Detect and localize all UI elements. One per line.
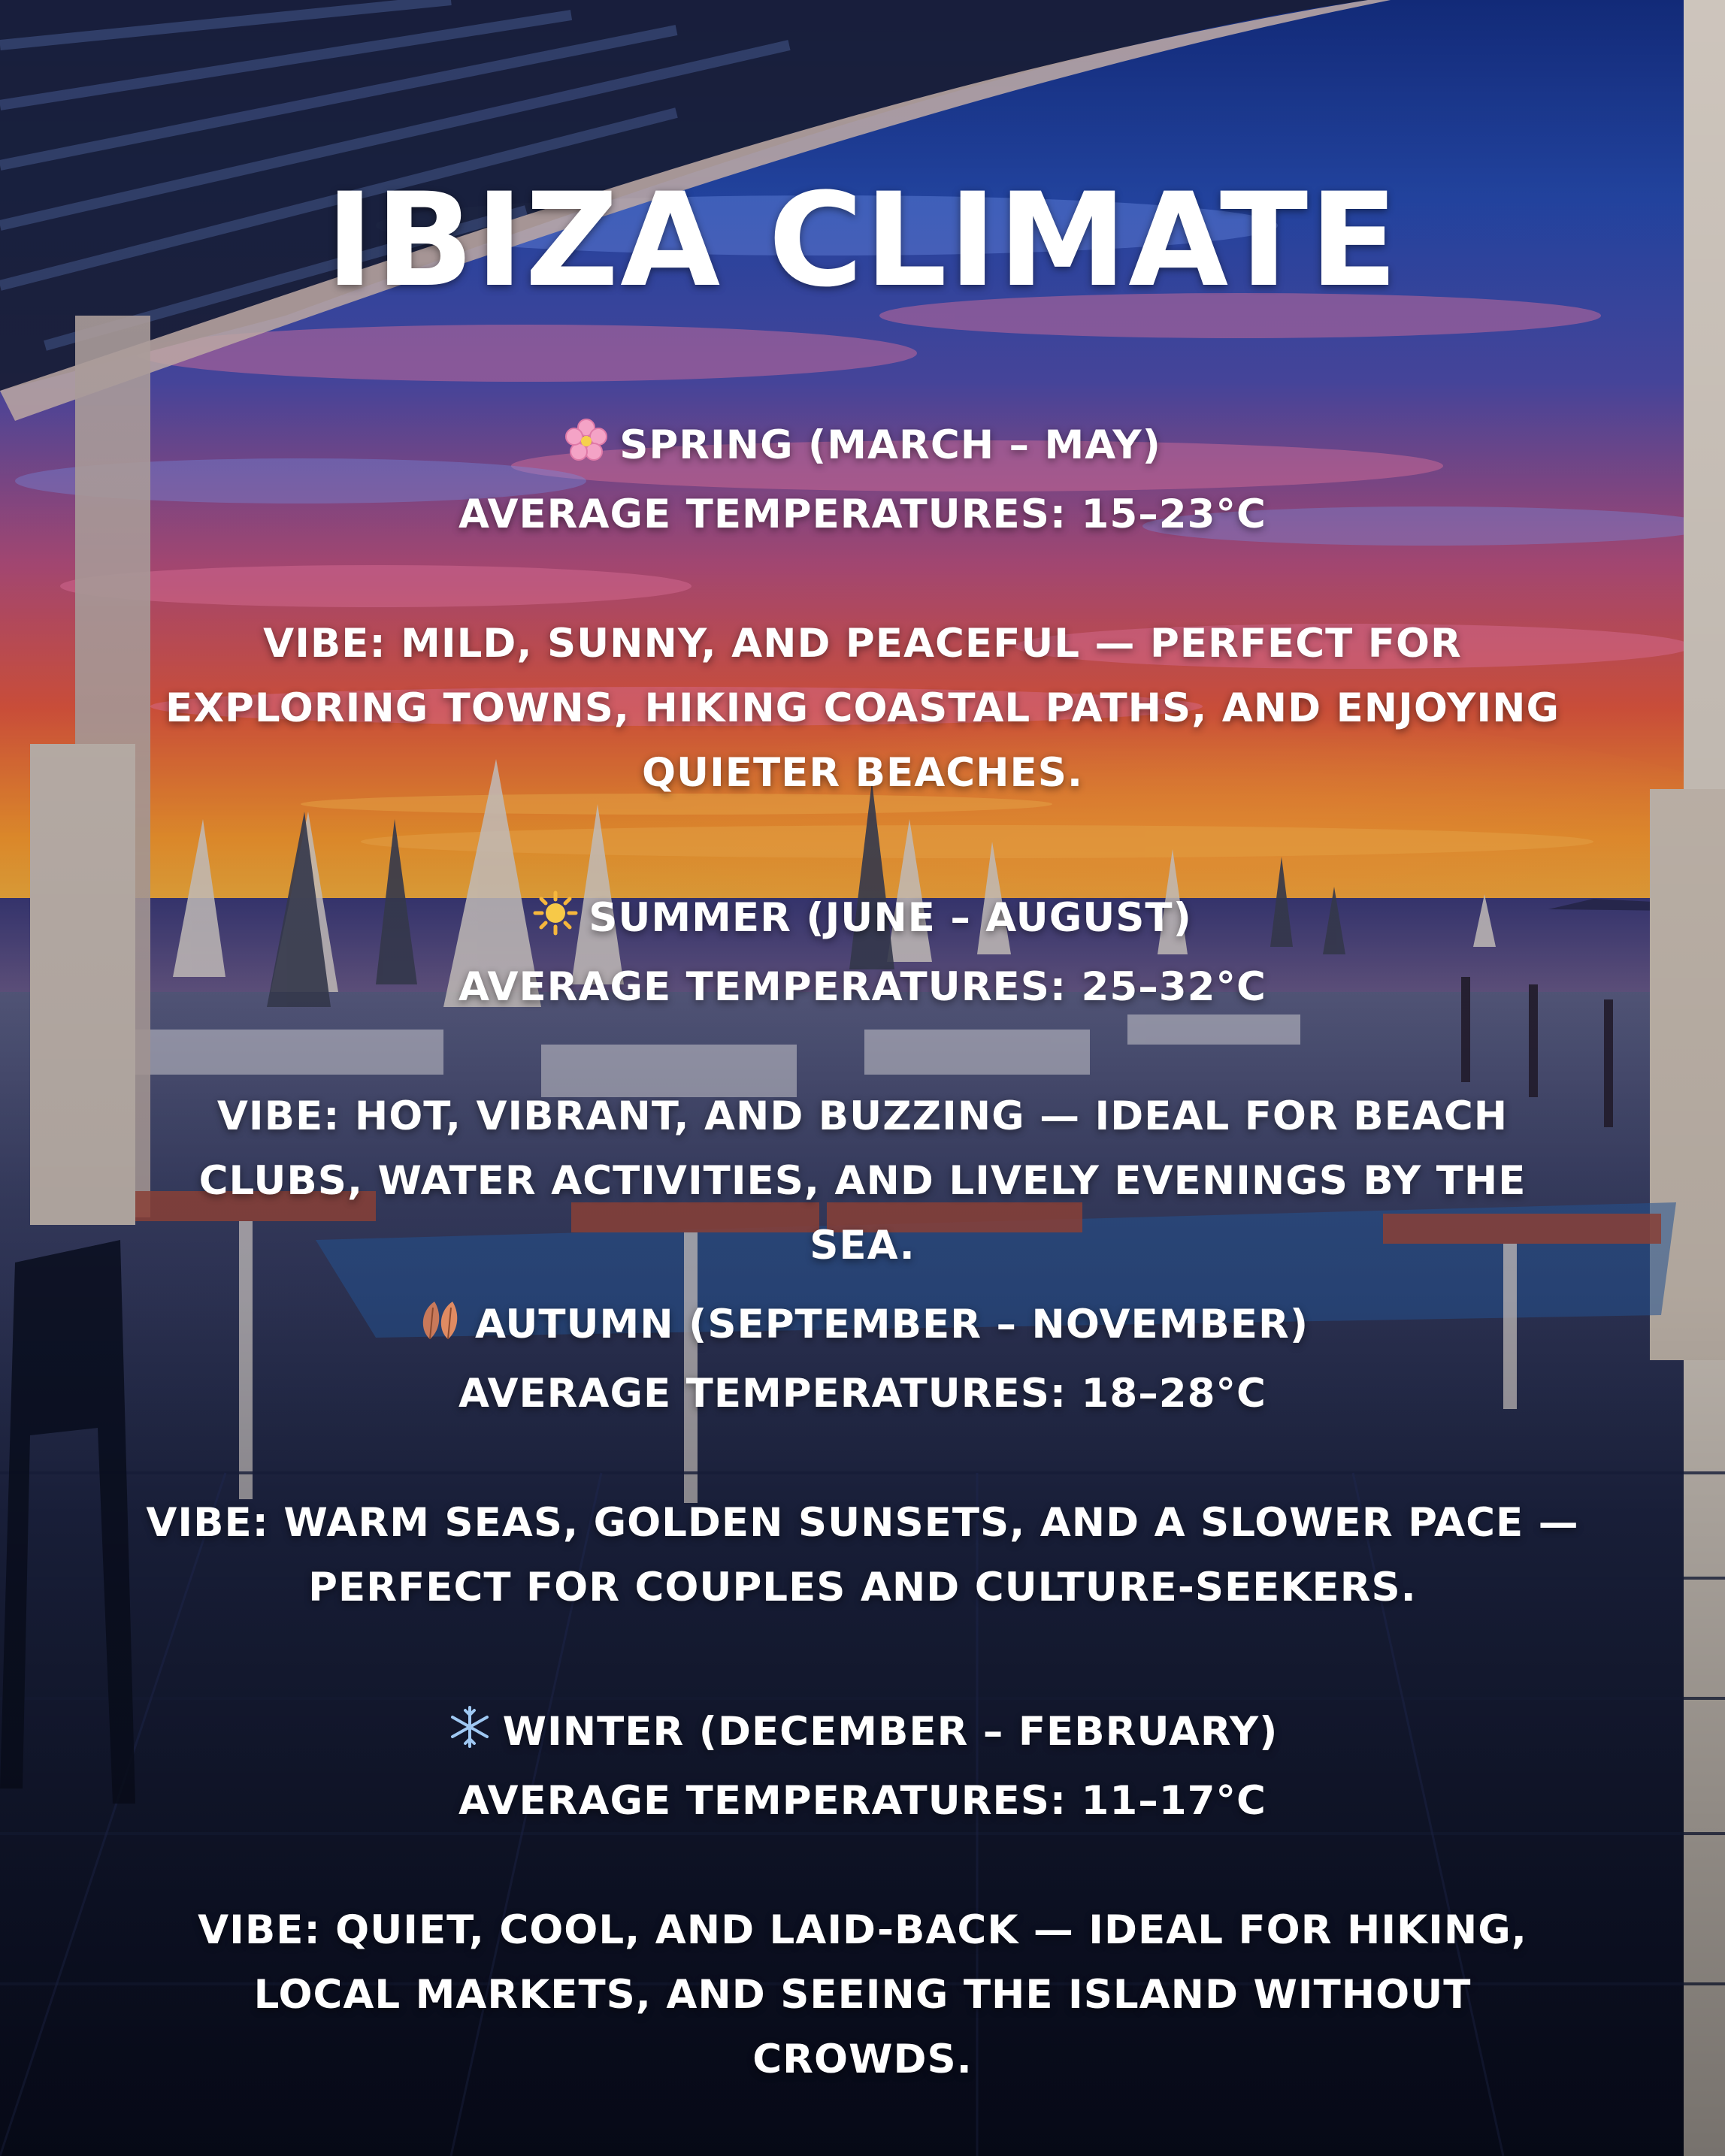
season-heading-text: SPRING (MARCH – MAY)	[619, 422, 1161, 468]
season-heading	[90, 1293, 1635, 1362]
season-heading	[90, 413, 1635, 482]
season-vibe: VIBE: WARM SEAS, GOLDEN SUNSETS, AND A SLOWER PACE — PERFECT FOR COUPLES AND CULTURE-SEEKERS.	[146, 1500, 1579, 1610]
season-temperatures: AVERAGE TEMPERATURES: 15–23°C	[458, 491, 1267, 537]
page-title: IBIZA CLIMATE	[325, 165, 1400, 316]
season-heading-text: SUMMER (JUNE – AUGUST)	[589, 895, 1192, 941]
season-vibe: VIBE: HOT, VIBRANT, AND BUZZING — IDEAL FOR BEACH CLUBS, WATER ACTIVITIES, AND LIVELY EVENINGS BY THE SEA.	[198, 1093, 1527, 1269]
season-heading-text: WINTER (DECEMBER – FEBRUARY)	[502, 1709, 1279, 1755]
season-winter	[90, 1700, 1635, 2092]
season-vibe: VIBE: MILD, SUNNY, AND PEACEFUL — PERFECT FOR EXPLORING TOWNS, HIKING COASTAL PATHS, AND ENJOYING QUIETER BEACHES.	[165, 621, 1560, 796]
autumn-leaves-icon	[416, 1297, 465, 1362]
season-summer	[90, 886, 1635, 1278]
season-autumn	[90, 1293, 1635, 1620]
season-temperatures: AVERAGE TEMPERATURES: 11–17°C	[458, 1778, 1267, 1824]
sun-icon	[533, 891, 578, 955]
season-heading-text: AUTUMN (SEPTEMBER – NOVEMBER)	[474, 1302, 1309, 1347]
cherry-blossom-icon	[564, 418, 609, 482]
season-heading	[90, 1700, 1635, 1769]
season-spring	[90, 413, 1635, 806]
season-vibe: VIBE: QUIET, COOL, AND LAID-BACK — IDEAL FOR HIKING, LOCAL MARKETS, AND SEEING THE ISLAND WITHOUT CROWDS.	[198, 1907, 1527, 2082]
season-heading	[90, 886, 1635, 955]
snowflake-icon	[447, 1704, 492, 1769]
season-temperatures: AVERAGE TEMPERATURES: 18–28°C	[458, 1371, 1267, 1417]
season-temperatures: AVERAGE TEMPERATURES: 25–32°C	[458, 964, 1267, 1010]
